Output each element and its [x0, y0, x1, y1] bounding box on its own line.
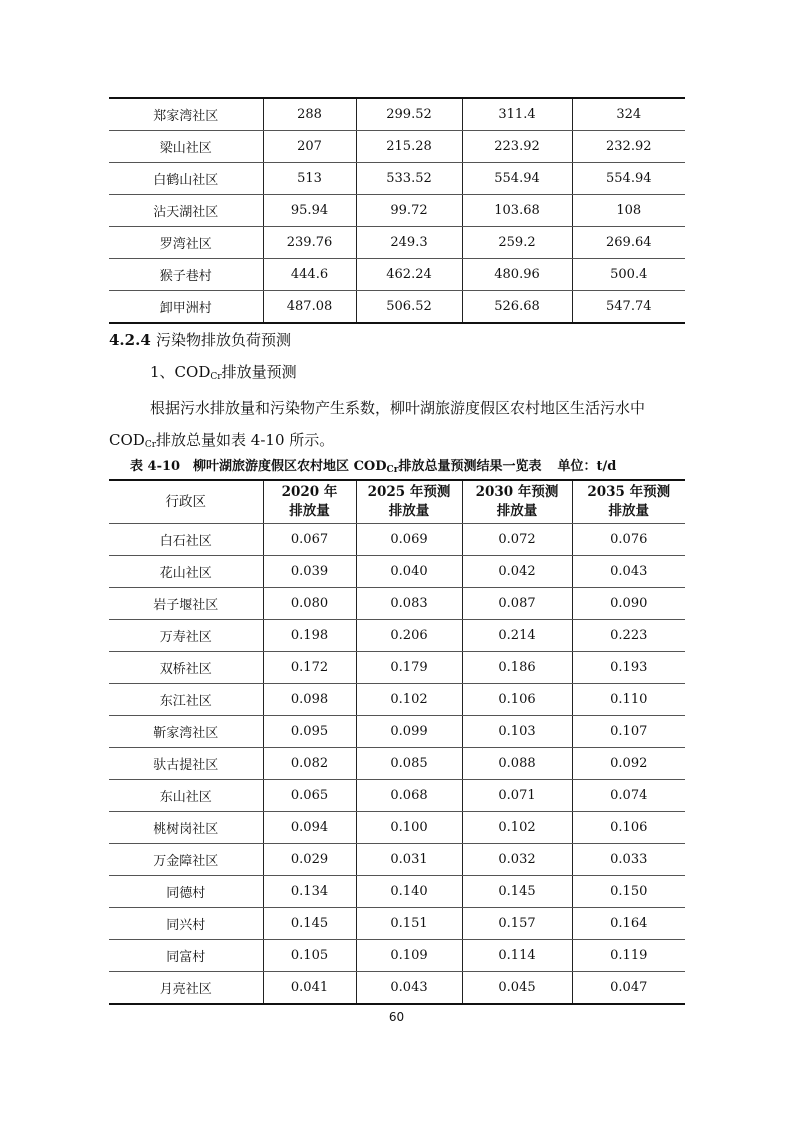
district-name-cell: 东山社区 [109, 780, 263, 812]
value-cell: 554.94 [462, 163, 572, 195]
value-cell: 0.043 [356, 972, 462, 1005]
table-row [109, 620, 685, 652]
value-cell: 444.6 [263, 259, 356, 291]
value-cell: 0.032 [462, 844, 572, 876]
district-name-cell: 沾天湖社区 [109, 195, 263, 227]
column-header [356, 480, 462, 524]
value-cell: 0.106 [572, 812, 685, 844]
value-cell: 547.74 [572, 291, 685, 324]
value-cell: 0.151 [356, 908, 462, 940]
column-header [462, 480, 572, 524]
value-cell: 269.64 [572, 227, 685, 259]
district-name-cell: 同兴村 [109, 908, 263, 940]
value-cell: 0.193 [572, 652, 685, 684]
table-row [109, 940, 685, 972]
table-row [109, 684, 685, 716]
table-row [109, 908, 685, 940]
value-cell: 554.94 [572, 163, 685, 195]
table-row [109, 972, 685, 1005]
section-title: 污染物排放负荷预测 [156, 331, 292, 349]
value-cell: 108 [572, 195, 685, 227]
district-name-cell: 罗湾社区 [109, 227, 263, 259]
subsection-heading [150, 361, 297, 382]
value-cell: 311.4 [462, 98, 572, 131]
table-row [109, 812, 685, 844]
wastewater-volume-table-body [109, 98, 685, 323]
body-paragraph [109, 392, 685, 461]
value-cell: 0.114 [462, 940, 572, 972]
table-row [109, 291, 685, 324]
value-cell: 0.150 [572, 876, 685, 908]
value-cell: 0.179 [356, 652, 462, 684]
value-cell: 0.040 [356, 556, 462, 588]
column-header [109, 480, 263, 524]
table-caption [130, 455, 616, 475]
district-name-cell: 万寿社区 [109, 620, 263, 652]
district-name-cell: 郑家湾社区 [109, 98, 263, 131]
value-cell: 0.039 [263, 556, 356, 588]
district-name-cell: 白石社区 [109, 524, 263, 556]
value-cell: 0.092 [572, 748, 685, 780]
value-cell: 0.109 [356, 940, 462, 972]
district-name-cell: 驮古提社区 [109, 748, 263, 780]
value-cell: 487.08 [263, 291, 356, 324]
table-row [109, 588, 685, 620]
table-row [109, 716, 685, 748]
page-number: 60 [388, 1010, 405, 1024]
paragraph-cod-prefix: COD [109, 431, 145, 449]
value-cell: 0.090 [572, 588, 685, 620]
value-cell: 0.094 [263, 812, 356, 844]
value-cell: 0.095 [263, 716, 356, 748]
column-header-line-2: 排放量 [608, 503, 649, 519]
column-header-line-2: 排放量 [388, 503, 430, 519]
value-cell: 0.088 [462, 748, 572, 780]
table-row [109, 780, 685, 812]
value-cell: 223.92 [462, 131, 572, 163]
value-cell: 95.94 [263, 195, 356, 227]
district-name-cell: 卸甲洲村 [109, 291, 263, 324]
value-cell: 506.52 [356, 291, 462, 324]
district-name-cell: 同德村 [109, 876, 263, 908]
value-cell: 0.110 [572, 684, 685, 716]
value-cell: 0.082 [263, 748, 356, 780]
value-cell: 0.047 [572, 972, 685, 1005]
value-cell: 0.186 [462, 652, 572, 684]
value-cell: 0.100 [356, 812, 462, 844]
table-row [109, 227, 685, 259]
paragraph-cod-subscript: Cr [144, 440, 157, 450]
value-cell: 0.107 [572, 716, 685, 748]
value-cell: 0.099 [356, 716, 462, 748]
section-heading [109, 329, 291, 350]
table-row [109, 652, 685, 684]
value-cell: 480.96 [462, 259, 572, 291]
table-row [109, 98, 685, 131]
value-cell: 0.029 [263, 844, 356, 876]
table-row [109, 163, 685, 195]
value-cell: 0.102 [462, 812, 572, 844]
value-cell: 0.068 [356, 780, 462, 812]
caption-suffix: 排放总量预测结果一览表 [398, 459, 542, 474]
paragraph-line-2-suffix: 排放总量如表 4-10 所示。 [156, 431, 335, 449]
cod-emission-table [109, 479, 685, 1005]
value-cell: 0.042 [462, 556, 572, 588]
value-cell: 0.041 [263, 972, 356, 1005]
paragraph-line-1: 根据污水排放量和污染物产生系数，柳叶湖旅游度假区农村地区生活污水中 [150, 399, 646, 417]
value-cell: 249.3 [356, 227, 462, 259]
value-cell: 0.080 [263, 588, 356, 620]
value-cell: 0.033 [572, 844, 685, 876]
value-cell: 0.145 [462, 876, 572, 908]
district-name-cell: 同富村 [109, 940, 263, 972]
table-row [109, 844, 685, 876]
table-row [109, 748, 685, 780]
value-cell: 215.28 [356, 131, 462, 163]
subsection-subscript: Cr [210, 372, 222, 382]
value-cell: 526.68 [462, 291, 572, 324]
table-row [109, 259, 685, 291]
table-row [109, 556, 685, 588]
value-cell: 0.065 [263, 780, 356, 812]
table-row [109, 876, 685, 908]
section-number: 4.2.4 [109, 331, 151, 349]
value-cell: 207 [263, 131, 356, 163]
subsection-prefix: 1、COD [150, 363, 211, 381]
value-cell: 0.103 [462, 716, 572, 748]
caption-subscript: Cr [386, 465, 399, 475]
value-cell: 0.105 [263, 940, 356, 972]
value-cell: 0.214 [462, 620, 572, 652]
value-cell: 232.92 [572, 131, 685, 163]
value-cell: 0.102 [356, 684, 462, 716]
district-name-cell: 猴子巷村 [109, 259, 263, 291]
value-cell: 0.172 [263, 652, 356, 684]
value-cell: 0.074 [572, 780, 685, 812]
value-cell: 0.206 [356, 620, 462, 652]
value-cell: 0.087 [462, 588, 572, 620]
value-cell: 0.085 [356, 748, 462, 780]
district-name-cell: 桃树岗社区 [109, 812, 263, 844]
column-header-line-1: 2025 年预测 [367, 484, 451, 500]
district-name-cell: 梁山社区 [109, 131, 263, 163]
district-name-cell: 岩子堰社区 [109, 588, 263, 620]
value-cell: 0.045 [462, 972, 572, 1005]
table-row [109, 195, 685, 227]
value-cell: 0.072 [462, 524, 572, 556]
column-header-line-1: 行政区 [165, 493, 206, 510]
column-header-line-2: 排放量 [289, 503, 330, 519]
value-cell: 103.68 [462, 195, 572, 227]
district-name-cell: 白鹤山社区 [109, 163, 263, 195]
cod-table-header-row [109, 480, 685, 524]
column-header [572, 480, 685, 524]
column-header-line-1: 2030 年预测 [475, 484, 559, 500]
value-cell: 99.72 [356, 195, 462, 227]
district-name-cell: 万金障社区 [109, 844, 263, 876]
value-cell: 500.4 [572, 259, 685, 291]
subsection-suffix: 排放量预测 [221, 363, 297, 381]
value-cell: 239.76 [263, 227, 356, 259]
value-cell: 299.52 [356, 98, 462, 131]
value-cell: 0.076 [572, 524, 685, 556]
value-cell: 0.145 [263, 908, 356, 940]
value-cell: 0.106 [462, 684, 572, 716]
column-header-line-2: 排放量 [496, 503, 538, 519]
caption-unit: 单位：t/d [557, 459, 617, 474]
value-cell: 0.119 [572, 940, 685, 972]
value-cell: 0.140 [356, 876, 462, 908]
column-header [263, 480, 356, 524]
value-cell: 0.083 [356, 588, 462, 620]
district-name-cell: 靳家湾社区 [109, 716, 263, 748]
value-cell: 0.031 [356, 844, 462, 876]
district-name-cell: 双桥社区 [109, 652, 263, 684]
value-cell: 0.198 [263, 620, 356, 652]
caption-prefix: 表 4-10 柳叶湖旅游度假区农村地区 COD [130, 459, 387, 474]
column-header-line-1: 2020 年 [281, 484, 338, 500]
district-name-cell: 东江社区 [109, 684, 263, 716]
value-cell: 288 [263, 98, 356, 131]
column-header-line-1: 2035 年预测 [587, 484, 671, 500]
district-name-cell: 月亮社区 [109, 972, 263, 1005]
value-cell: 533.52 [356, 163, 462, 195]
wastewater-volume-table [109, 97, 685, 324]
value-cell: 324 [572, 98, 685, 131]
value-cell: 0.134 [263, 876, 356, 908]
value-cell: 0.043 [572, 556, 685, 588]
value-cell: 0.067 [263, 524, 356, 556]
value-cell: 0.164 [572, 908, 685, 940]
value-cell: 0.069 [356, 524, 462, 556]
table-row [109, 524, 685, 556]
table-row [109, 131, 685, 163]
cod-emission-table-body [109, 524, 685, 1005]
value-cell: 0.098 [263, 684, 356, 716]
value-cell: 0.223 [572, 620, 685, 652]
value-cell: 0.071 [462, 780, 572, 812]
value-cell: 259.2 [462, 227, 572, 259]
value-cell: 513 [263, 163, 356, 195]
value-cell: 0.157 [462, 908, 572, 940]
district-name-cell: 花山社区 [109, 556, 263, 588]
value-cell: 462.24 [356, 259, 462, 291]
